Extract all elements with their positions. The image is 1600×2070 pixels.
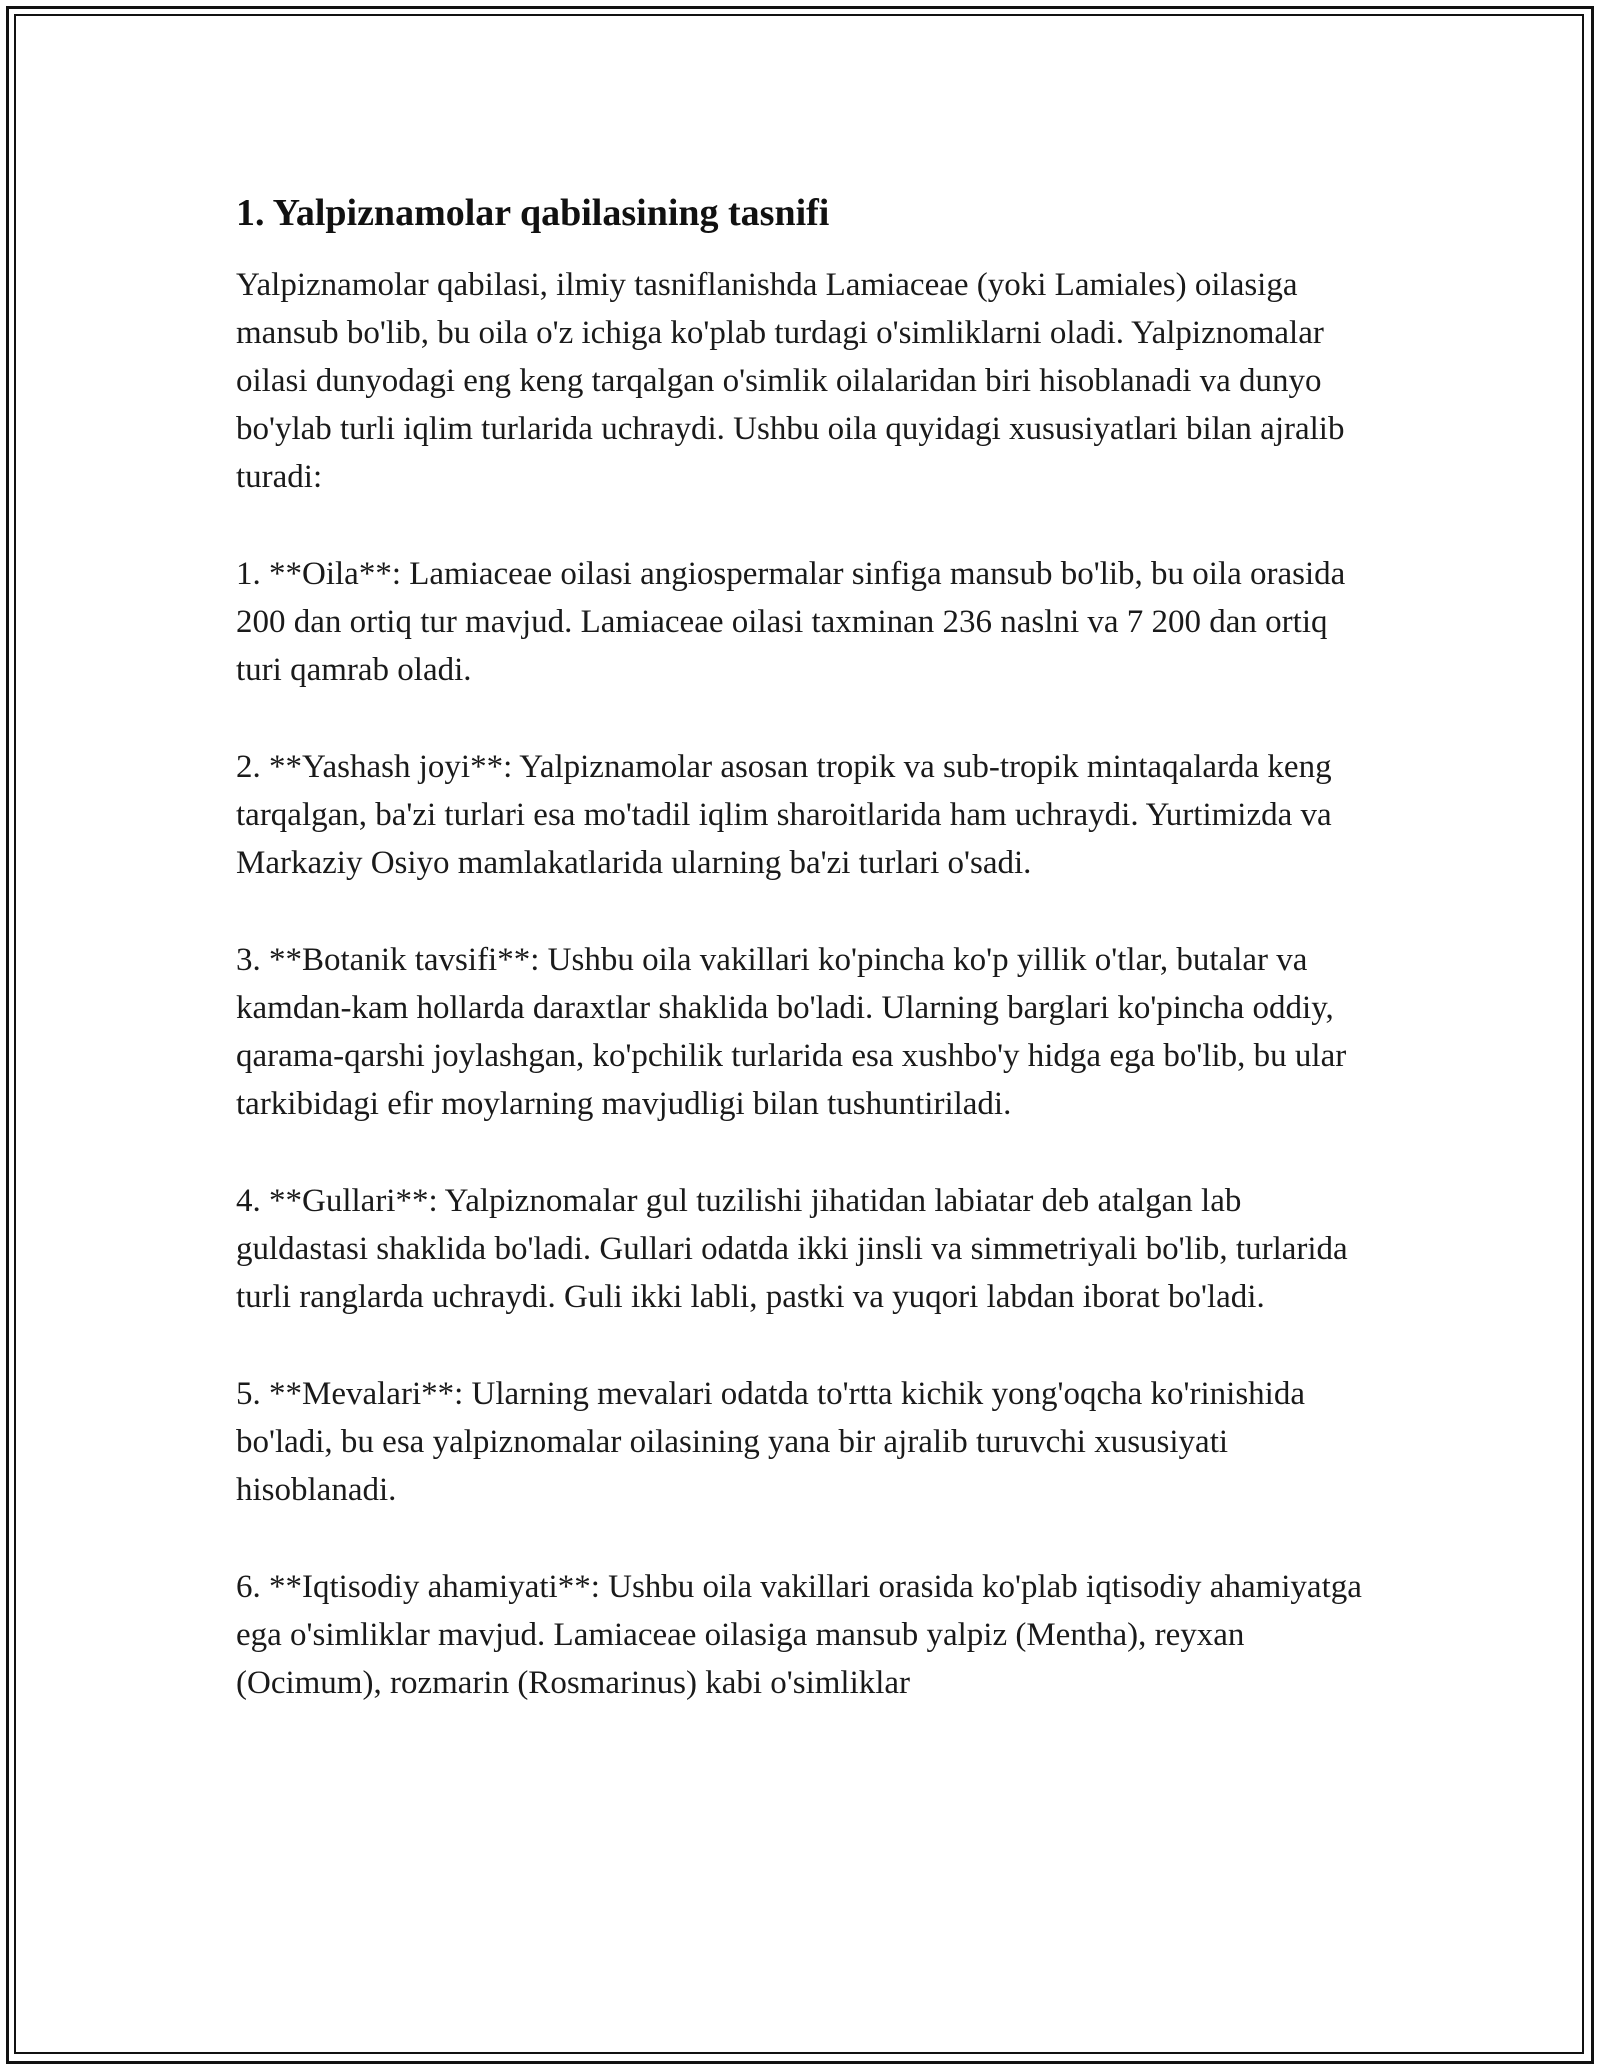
list-item-oila: 1. **Oila**: Lamiaceae oilasi angiospermalar sinfiga mansub bo'lib, bu oila orasida 200 dan ortiq tur mavjud. Lamiaceae oilasi taxminan 236 naslni va 7 200 dan ortiq turi qamrab oladi. — [236, 556, 1346, 688]
document-title: 1. Yalpiznamolar qabilasining tasnifi — [236, 192, 830, 234]
document-body — [236, 188, 1364, 1756]
list-item-botanik-tavsifi: 3. **Botanik tavsifi**: Ushbu oila vakillari ko'pincha ko'p yillik o'tlar, butalar va kamdan-kam hollarda daraxtlar shaklida bo'ladi. Ularning barglari ko'pincha oddiy, qarama-qarshi joylashgan, ko'pchilik turlarida esa xushbo'y hidga ega bo'lib, bu ular tarkibidagi efir moylarning mavjudligi bilan tushuntiriladi. — [236, 942, 1347, 1122]
list-item-yashash-joyi: 2. **Yashash joyi**: Yalpiznamolar asosan tropik va sub-tropik mintaqalarda keng tarqalgan, ba'zi turlari esa mo'tadil iqlim sharoitlarida ham uchraydi. Yurtimizda va Markaziy Osiyo mamlakatlarida ularning ba'zi turlari o'sadi. — [236, 749, 1332, 881]
list-item-gullari: 4. **Gullari**: Yalpiznomalar gul tuzilishi jihatidan labiatar deb atalgan lab guldastasi shaklida bo'ladi. Gullari odatda ikki jinsli va simmetriyali bo'lib, turlarida turli ranglarda uchraydi. Guli ikki labli, pastki va yuqori labdan iborat bo'ladi. — [236, 1183, 1348, 1315]
list-item-mevalari: 5. **Mevalari**: Ularning mevalari odatda to'rtta kichik yong'oqcha ko'rinishida bo'ladi, bu esa yalpiznomalar oilasining yana bir ajralib turuvchi xususiyati hisoblanadi. — [236, 1376, 1305, 1508]
intro-paragraph: Yalpiznamolar qabilasi, ilmiy tasniflanishda Lamiaceae (yoki Lamiales) oilasiga mansub bo'lib, bu oila o'z ichiga ko'plab turdagi o'simliklarni oladi. Yalpiznomalar oilasi dunyodagi eng keng tarqalgan o'simlik oilalaridan biri hisoblanadi va dunyo bo'ylab turli iqlim turlarida uchraydi. Ushbu oila quyidagi xususiyatlari bilan ajralib turadi: — [236, 267, 1345, 495]
list-item-iqtisodiy-ahamiyati: 6. **Iqtisodiy ahamiyati**: Ushbu oila vakillari orasida ko'plab iqtisodiy ahamiyatga ega o'simliklar mavjud. Lamiaceae oilasiga mansub yalpiz (Mentha), reyxan (Ocimum), rozmarin (Rosmarinus) kabi o'simliklar — [236, 1569, 1362, 1701]
